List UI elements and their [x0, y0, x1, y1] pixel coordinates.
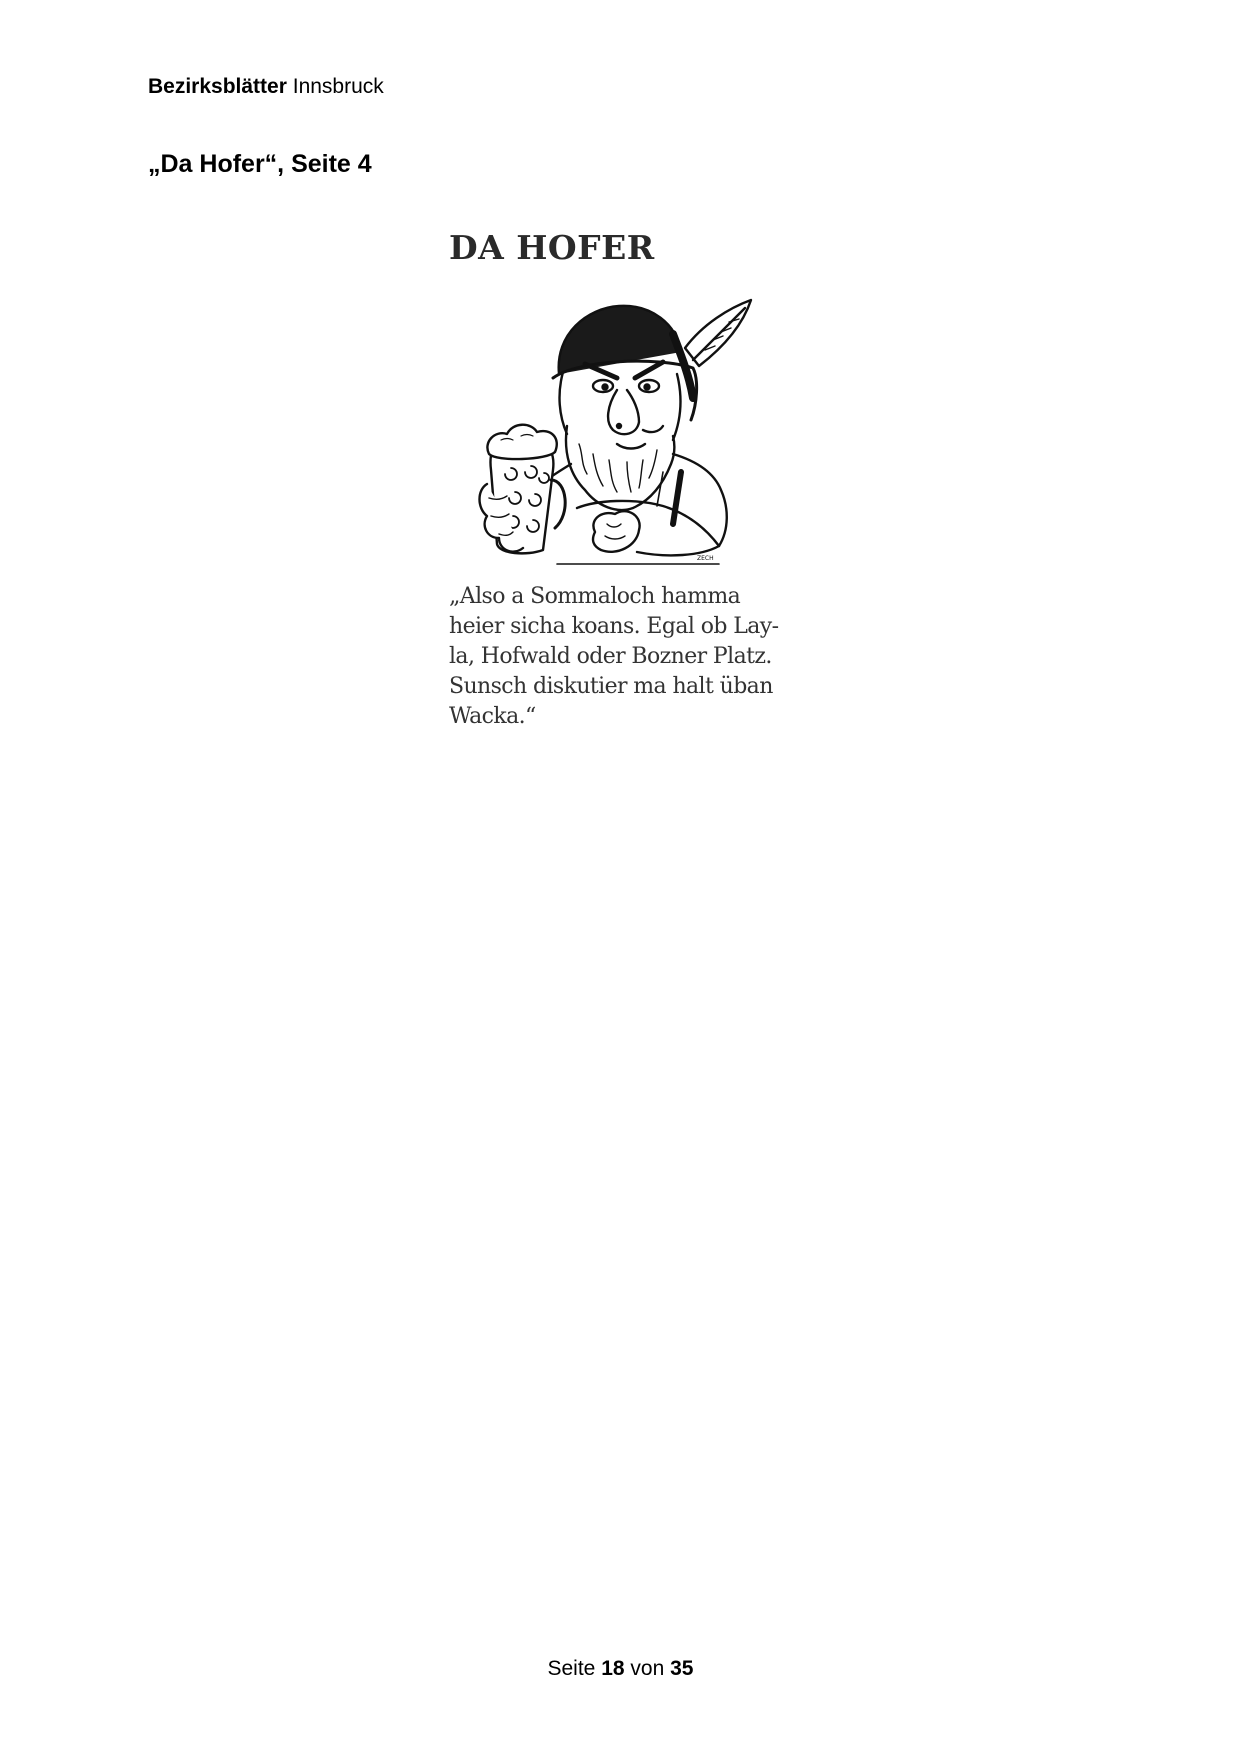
clipping-quote	[449, 582, 809, 732]
clipping-title: DA HOFER	[449, 228, 655, 267]
quote-line: heier sicha koans. Egal ob Lay-	[449, 614, 779, 639]
quote-line: Wacka.“	[449, 704, 536, 729]
current-page-number: 18	[601, 1657, 625, 1680]
quote-line: la, Hofwald oder Bozner Platz.	[449, 644, 772, 669]
quote-line: „Also a Sommaloch hamma	[449, 584, 741, 609]
quote-line: Sunsch diskutier ma halt üban	[449, 674, 773, 699]
page-label: Seite	[547, 1657, 596, 1680]
page-separator: von	[630, 1657, 665, 1680]
page-footer	[0, 1656, 1241, 1682]
newspaper-clipping	[449, 228, 809, 732]
publication-name-bold: Bezirksblätter	[148, 75, 287, 98]
cartoon-tyrolean-man-with-beer-mug-icon	[467, 294, 767, 572]
page-header	[148, 74, 384, 100]
cartoon-signature: ZECH	[697, 555, 714, 562]
total-pages-number: 35	[670, 1657, 694, 1680]
section-title: „Da Hofer“, Seite 4	[148, 150, 372, 178]
publication-name-regular: Innsbruck	[292, 75, 384, 98]
